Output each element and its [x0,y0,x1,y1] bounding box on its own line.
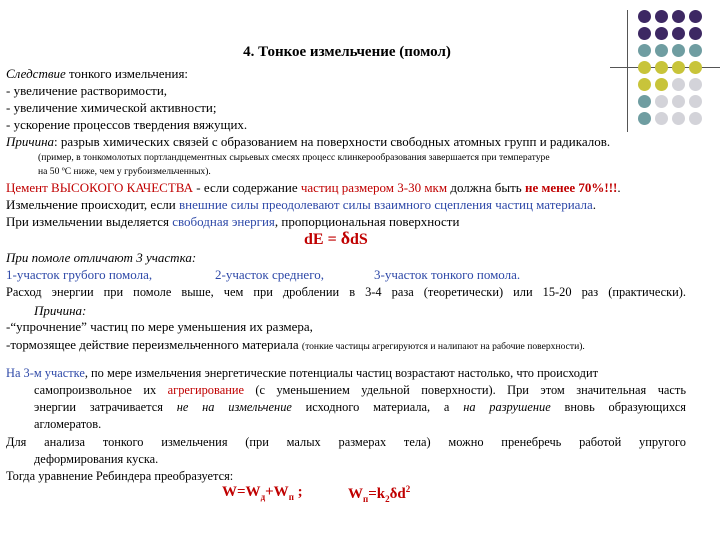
decorative-dot [655,61,668,74]
analysis-line2: деформирования куска. [34,452,159,466]
third-section-line4: агломератов. [34,417,102,431]
decorative-dot [655,95,668,108]
consequences-heading: Следствие тонкого измельчения: [6,66,189,81]
consequence-item: - увеличение растворимости, [6,83,168,98]
third-section-line2: самопроизвольное их агрегирование (с уменьшением удельной поверхности). При этом значительная часть [34,383,686,397]
decorative-dot [672,95,685,108]
cause-example-line2: на 50 ºС ниже, чем у грубоизмельченных). [38,166,211,177]
third-section-line3: энергии затрачивается не на измельчение исходного материала, а на разрушение вновь образующихся [34,400,686,414]
decorative-dot [655,10,668,23]
decorative-dot [655,112,668,125]
decorative-dot [655,27,668,40]
decorative-dot [672,112,685,125]
rebinder-formula: $W_п=k_2\delta d^2$ [348,484,411,504]
cement-quality-line: Цемент ВЫСОКОГО КАЧЕСТВА - если содержание частиц размером 3-30 мкм должна быть не менее 70%!!!. [6,180,621,195]
consequence-item: - увеличение химической активности; [6,100,217,115]
decorative-dot [655,78,668,91]
decorative-dot [689,27,702,40]
decorative-dot [638,27,651,40]
page-title: 4. Тонкое измельчение (помол) [243,44,451,60]
section-fine: 3-участок тонкого помола. [374,267,521,282]
section-coarse: 1-участок грубого помола, [6,267,153,282]
grinding-condition-line: Измельчение происходит, если внешние силы преодолевают силы взаимного сцепления частиц материала. [6,197,597,212]
decorative-dot [638,61,651,74]
analysis-line3: Тогда уравнение Ребиндера преобразуется: [6,469,234,483]
vertical-rule [627,10,628,132]
decorative-dot [689,112,702,125]
sections-intro: При помоле отличают 3 участка: [6,250,197,265]
decorative-dot [689,78,702,91]
work-formula: $W=W_д+W_п$ ; [222,484,303,502]
analysis-line1: Для анализа тонкого измельчения (при малых размерах тела) можно пренебречь работой упругого [6,435,686,449]
section-medium: 2-участок среднего, [215,267,324,282]
decorative-dot [638,112,651,125]
decorative-dot [638,78,651,91]
reason-item: -тормозящее действие переизмельченного материала (тонкие частицы агрегируются и налипают на рабочие поверхности). [6,337,585,352]
cause-example-line1: (пример, в тонкомолотых портландцементных сырьевых смесях процесс клинкерообразования завершается при температуре [38,152,550,163]
reasons-label: Причина: [34,303,87,318]
third-section-line1: На 3-м участке, по мере измельчения энергетические потенциалы частиц возрастают настолько, что происходит [6,366,598,380]
decorative-dot [638,95,651,108]
decorative-dot [638,10,651,23]
decorative-dot [689,95,702,108]
consequence-item: - ускорение процессов твердения вяжущих. [6,117,248,132]
decorative-dot [672,27,685,40]
decorative-dot [689,10,702,23]
decorative-dot [672,61,685,74]
decorative-dot [672,78,685,91]
reason-item: -“упрочнение” частиц по мере уменьшения их размера, [6,319,313,334]
free-energy-line: При измельчении выделяется свободная энергия, пропорциональная поверхности [6,214,460,229]
decorative-dot [672,10,685,23]
decorative-dot [689,61,702,74]
energy-consumption-line: Расход энергии при помоле выше, чем при дроблении в 3-4 раза (теоретически) или 15-20 раз (практически). [6,285,686,299]
cause-line: Причина: разрыв химических связей с образованием на поверхности свободных атомных групп и радикалов. [6,134,611,149]
energy-formula: dE = δdS [304,228,368,248]
